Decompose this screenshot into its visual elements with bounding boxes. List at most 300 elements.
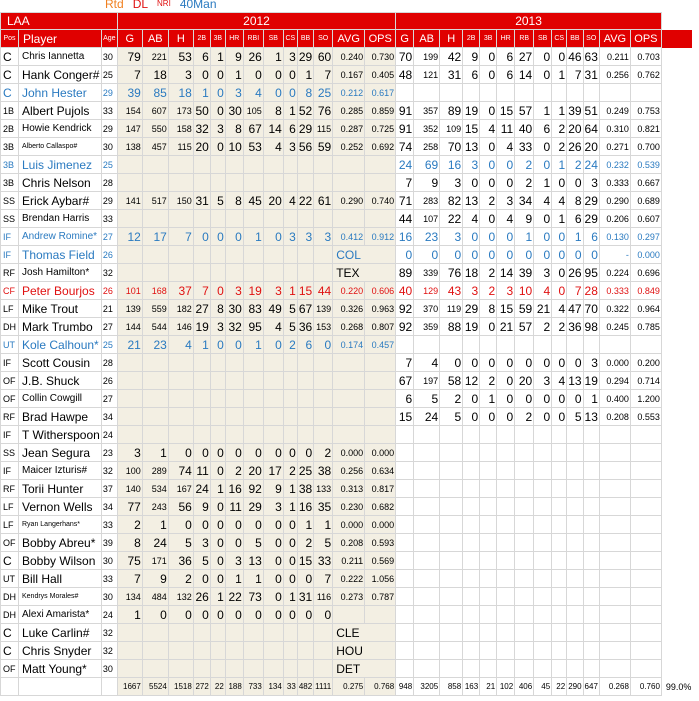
stat-2012-bb: 2 xyxy=(297,534,313,552)
stat-2012-cs: 0 xyxy=(283,516,297,534)
stat-2012-ab: 23 xyxy=(142,336,168,354)
total-2012-3b: 22 xyxy=(210,678,225,696)
stat-2013-2b: 0 xyxy=(463,354,480,372)
total-2012-avg: 0.275 xyxy=(333,678,365,696)
stat-2013-g: 16 xyxy=(396,228,414,246)
stat-2013-2b xyxy=(463,84,480,102)
stat-2013-rb xyxy=(515,480,534,498)
stat-2013-ops: 0.553 xyxy=(630,408,661,426)
stat-2012-avg: 0.268 xyxy=(333,318,365,336)
stat-2013-ops xyxy=(630,480,661,498)
stat-2013-rb xyxy=(515,426,534,444)
stat-2013-hr xyxy=(497,498,515,516)
stat-2013-ops xyxy=(630,534,661,552)
stat-2013-avg xyxy=(599,534,630,552)
player-age: 33 xyxy=(101,102,117,120)
stat-2012-g xyxy=(117,642,142,660)
player-row xyxy=(1,588,693,606)
stat-2012-sb: 0 xyxy=(263,228,283,246)
player-age: 26 xyxy=(101,372,117,390)
player-age: 28 xyxy=(101,174,117,192)
stat-2013-ops xyxy=(630,498,661,516)
stat-2013-hr xyxy=(497,552,515,570)
stat-2013-rb xyxy=(515,336,534,354)
stat-2012-hr: 11 xyxy=(225,498,243,516)
stat-2013-h: 3 xyxy=(440,228,463,246)
stat-2012-cs: 1 xyxy=(283,480,297,498)
stat-2012-2b: 32 xyxy=(193,120,210,138)
stat-2012-bb xyxy=(297,660,313,678)
stat-2013-ab: 107 xyxy=(414,210,440,228)
stat-2013-bb xyxy=(567,660,583,678)
player-row xyxy=(1,300,693,318)
total-2012-cs: 33 xyxy=(283,678,297,696)
stat-2012-bb xyxy=(297,354,313,372)
stat-2013-sb: 2 xyxy=(534,318,552,336)
stat-2012-cs xyxy=(283,642,297,660)
stat-2013-3b: 0 xyxy=(480,210,497,228)
stat-2013-so: 13 xyxy=(584,409,598,424)
player-row xyxy=(1,210,693,228)
stat-2012-sb: 0 xyxy=(263,534,283,552)
stat-2012-ops: 0.817 xyxy=(365,480,396,498)
stat-2012-rbi: 105 xyxy=(243,102,263,120)
row-spacer xyxy=(661,174,692,192)
player-name: Kendrys Morales# xyxy=(19,588,102,606)
stat-2012-2b: 9 xyxy=(193,498,210,516)
stat-2013-sb xyxy=(534,426,552,444)
stat-2012-rbi: 67 xyxy=(243,120,263,138)
player-name: Chris Nelson xyxy=(19,174,102,192)
stat-2013-g: 92 xyxy=(396,318,414,336)
stat-2012-avg xyxy=(333,606,365,624)
stat-2013-g: 0 xyxy=(396,246,414,264)
stat-2013-2b: 4 xyxy=(463,210,480,228)
stat-2012-hr: 2 xyxy=(225,462,243,480)
row-spacer xyxy=(661,138,692,156)
stat-2012-2b xyxy=(193,210,210,228)
stat-2013-2b: 19 xyxy=(463,318,480,336)
player-name: Maicer Izturis# xyxy=(19,462,102,480)
stat-2012-3b xyxy=(210,156,225,174)
stat-2013-hr xyxy=(497,480,515,498)
stat-2012-cs: 3 xyxy=(283,228,297,246)
stat-2012-ops: 0.000 xyxy=(365,516,396,534)
stat-2012-hr xyxy=(225,174,243,192)
stat-2012-cs xyxy=(283,390,297,408)
stat-2013-rb: 2 xyxy=(515,408,534,426)
player-name: Ryan Langerhans* xyxy=(19,516,102,534)
stat-2013-sb xyxy=(534,84,552,102)
stat-2013-2b: 29 xyxy=(463,300,480,318)
row-spacer xyxy=(661,426,692,444)
stat-2013-rb xyxy=(515,606,534,624)
stat-2013-rb xyxy=(515,552,534,570)
stat-2012-sb xyxy=(263,156,283,174)
stat-2012-h: 167 xyxy=(168,480,193,498)
player-row xyxy=(1,660,693,678)
col-header-2012-rbi: RBI xyxy=(243,30,263,48)
stat-2012-bb: 0 xyxy=(297,570,313,588)
stat-2012-g xyxy=(117,426,142,444)
stat-2013-rb: 57 xyxy=(515,318,534,336)
stat-2013-ab: 197 xyxy=(414,372,440,390)
stat-2013-ops: 0.667 xyxy=(630,174,661,192)
player-age: 33 xyxy=(101,210,117,228)
stat-2013-h xyxy=(440,498,463,516)
stat-2013-bb: 13 xyxy=(568,373,582,388)
total-2013-so: 647 xyxy=(583,678,599,696)
stat-2013-sb: 0 xyxy=(534,246,552,264)
stat-2013-hr: 6 xyxy=(497,48,515,66)
stat-2012-sb: 20 xyxy=(263,192,283,210)
total-2012-ab: 5524 xyxy=(142,678,168,696)
stat-2012-3b: 1 xyxy=(210,48,225,66)
stat-2012-sb xyxy=(263,246,283,264)
stat-2012-cs xyxy=(283,426,297,444)
stat-2013-avg: - xyxy=(599,246,630,264)
stat-2013-sb xyxy=(534,552,552,570)
stat-2012-h xyxy=(168,426,193,444)
total-2013-bb: 290 xyxy=(567,678,583,696)
stat-2013-3b xyxy=(480,462,497,480)
stat-2013-3b: 0 xyxy=(480,354,497,372)
stat-2012-3b xyxy=(210,426,225,444)
stat-2013-g: 91 xyxy=(396,102,414,120)
stat-2013-h: 43 xyxy=(440,282,463,300)
stat-2013-cs xyxy=(552,606,567,624)
stat-2013-rb xyxy=(515,444,534,462)
stat-2012-sb xyxy=(263,408,283,426)
stat-2013-cs xyxy=(552,498,567,516)
stat-2012-bb xyxy=(297,210,313,228)
stat-2012-avg: 0.240 xyxy=(333,48,365,66)
stat-2012-sb: 4 xyxy=(263,318,283,336)
stat-2012-bb: 31 xyxy=(298,589,313,604)
stat-2012-bb: 1 xyxy=(297,66,313,84)
stat-2013-h xyxy=(440,552,463,570)
stat-2012-g: 140 xyxy=(117,480,142,498)
stat-2013-bb xyxy=(567,84,583,102)
stat-2013-cs: 0 xyxy=(552,408,567,426)
stat-2013-so: 29 xyxy=(584,211,598,226)
player-position: IF xyxy=(1,426,19,444)
stat-2012-h xyxy=(168,354,193,372)
stat-2013-sb xyxy=(534,642,552,660)
stat-2013-ops: 0.200 xyxy=(630,354,661,372)
stat-2013-so xyxy=(583,498,599,516)
player-name: Josh Hamilton* xyxy=(19,264,102,282)
stat-2013-ab: 23 xyxy=(414,228,440,246)
stat-2012-g: 79 xyxy=(117,48,142,66)
stat-2012-rbi xyxy=(243,408,263,426)
stat-2012-avg: 0.313 xyxy=(333,480,365,498)
stat-2012-rbi: 53 xyxy=(243,138,263,156)
stat-2013-bb: 7 xyxy=(567,66,583,84)
stat-2012-ab: 24 xyxy=(142,534,168,552)
stat-2013-3b: 0 xyxy=(480,102,497,120)
stat-2012-h: 3 xyxy=(168,66,193,84)
stat-2012-ops xyxy=(365,174,396,192)
stat-2012-so: 76 xyxy=(314,102,333,120)
row-spacer xyxy=(661,102,692,120)
stat-2012-3b: 0 xyxy=(210,282,225,300)
stat-2013-so: 70 xyxy=(584,301,598,316)
stat-2013-ops: 0.785 xyxy=(630,318,661,336)
stat-2012-g xyxy=(117,624,142,642)
stat-2013-ab: 9 xyxy=(414,174,440,192)
stat-2013-bb: 0 xyxy=(567,246,583,264)
stat-2013-g: 70 xyxy=(396,48,414,66)
player-row xyxy=(1,642,693,660)
stat-2013-cs xyxy=(552,660,567,678)
stat-2013-so xyxy=(583,588,599,606)
player-row xyxy=(1,390,693,408)
row-spacer xyxy=(661,156,692,174)
stat-2013-hr: 15 xyxy=(497,300,515,318)
stat-2012-bb: 52 xyxy=(298,103,313,118)
player-row xyxy=(1,174,693,192)
player-name: Jean Segura xyxy=(19,444,102,462)
player-row xyxy=(1,246,693,264)
player-name: Chris Iannetta xyxy=(19,48,102,66)
stat-2013-ops xyxy=(630,660,661,678)
status-legend xyxy=(105,0,217,11)
stat-2013-bb xyxy=(567,480,583,498)
stat-2013-sb xyxy=(534,588,552,606)
stat-2012-cs: 0 xyxy=(283,552,297,570)
stat-2013-ab: 4 xyxy=(414,354,440,372)
stat-2012-cs xyxy=(283,156,297,174)
stat-2013-2b xyxy=(463,642,480,660)
player-age: 34 xyxy=(101,498,117,516)
team-note: DET xyxy=(333,660,396,678)
col-header-age: Age xyxy=(101,30,117,48)
player-position: OF xyxy=(1,372,19,390)
player-row xyxy=(1,534,693,552)
stat-2013-cs xyxy=(552,426,567,444)
stat-2013-sb xyxy=(534,534,552,552)
stat-2013-3b: 4 xyxy=(480,120,497,138)
stat-2013-2b: 0 xyxy=(463,390,480,408)
col-header-2012-avg: AVG xyxy=(333,30,365,48)
stat-2013-avg: 0.211 xyxy=(599,48,630,66)
stat-2013-hr xyxy=(497,336,515,354)
stat-2013-g: 89 xyxy=(396,264,414,282)
stat-2012-h: 0 xyxy=(168,516,193,534)
stat-2012-so: 25 xyxy=(314,84,333,102)
stat-2013-ops xyxy=(630,84,661,102)
stat-2012-avg: 0.285 xyxy=(333,102,365,120)
stat-2013-ab xyxy=(414,444,440,462)
stat-2012-g: 3 xyxy=(117,444,142,462)
player-age: 30 xyxy=(101,660,117,678)
stat-2013-hr: 11 xyxy=(497,120,515,138)
player-age: 29 xyxy=(101,192,117,210)
player-name: Albert Pujols xyxy=(19,102,102,120)
stat-2012-avg: 0.273 xyxy=(333,588,365,606)
stat-2012-so xyxy=(314,390,333,408)
stat-2013-3b xyxy=(480,660,497,678)
stat-2012-h: 146 xyxy=(168,318,193,336)
player-row xyxy=(1,462,693,480)
stat-2013-so: 1 xyxy=(583,390,599,408)
stat-2012-rbi: 26 xyxy=(243,48,263,66)
player-age: 26 xyxy=(101,246,117,264)
stat-2013-2b: 0 xyxy=(463,246,480,264)
stat-2013-so: 24 xyxy=(584,157,598,172)
player-row xyxy=(1,138,693,156)
team-name: LAA xyxy=(1,13,118,30)
stat-2013-avg xyxy=(599,480,630,498)
stat-2012-so xyxy=(314,660,333,678)
stat-2013-so xyxy=(583,336,599,354)
stat-2013-cs: 0 xyxy=(552,174,567,192)
stat-2012-so: 2 xyxy=(314,444,333,462)
stat-2013-cs: 0 xyxy=(552,264,567,282)
stat-2012-avg xyxy=(333,390,365,408)
player-position: LF xyxy=(1,498,19,516)
stat-2013-sb: 0 xyxy=(534,48,552,66)
stat-2013-hr: 3 xyxy=(497,192,515,210)
player-age: 32 xyxy=(101,642,117,660)
stat-2012-so xyxy=(314,372,333,390)
stat-2013-ops xyxy=(630,570,661,588)
stat-2013-g: 7 xyxy=(396,354,414,372)
stat-2012-g xyxy=(117,408,142,426)
stat-2013-sb xyxy=(534,462,552,480)
stat-2013-ab: 129 xyxy=(414,282,440,300)
player-row xyxy=(1,318,693,336)
stat-2012-cs: 0 xyxy=(283,84,297,102)
stat-2012-sb xyxy=(263,660,283,678)
stat-2012-2b xyxy=(193,408,210,426)
total-2012-g: 1667 xyxy=(117,678,142,696)
stat-2012-hr: 10 xyxy=(225,138,243,156)
stat-2013-2b xyxy=(463,498,480,516)
player-age: 24 xyxy=(101,426,117,444)
stat-2012-sb xyxy=(263,624,283,642)
team-note: CLE xyxy=(333,624,396,642)
col-header-2012-hr: HR xyxy=(225,30,243,48)
stat-2012-ab: 289 xyxy=(142,462,168,480)
stat-2012-g: 21 xyxy=(117,336,142,354)
stat-2013-avg: 0.206 xyxy=(599,210,630,228)
player-position: 3B xyxy=(1,138,19,156)
stat-2012-3b: 0 xyxy=(210,336,225,354)
stat-2012-ab xyxy=(142,264,168,282)
col-header-pos: Pos xyxy=(1,30,19,48)
stat-2012-bb xyxy=(297,372,313,390)
row-spacer xyxy=(661,588,692,606)
stat-2013-avg xyxy=(599,444,630,462)
stat-2012-hr xyxy=(225,354,243,372)
stat-2012-avg xyxy=(333,372,365,390)
total-2012-bb: 482 xyxy=(297,678,313,696)
stat-2013-2b xyxy=(463,534,480,552)
stat-2013-cs: 0 xyxy=(552,282,567,300)
stat-2013-3b: 2 xyxy=(480,372,497,390)
player-row xyxy=(1,102,693,120)
stat-2013-3b: 0 xyxy=(480,318,497,336)
stat-2012-3b: 0 xyxy=(210,570,225,588)
col-header-2013-sb: SB xyxy=(534,30,552,48)
total-2013-ab: 3205 xyxy=(414,678,440,696)
stat-2013-ab xyxy=(414,534,440,552)
stat-2013-g xyxy=(396,336,414,354)
stat-2012-ops xyxy=(365,210,396,228)
stat-2013-g xyxy=(396,642,414,660)
stat-2012-hr xyxy=(225,642,243,660)
stat-2012-ops: 0.606 xyxy=(365,282,396,300)
stat-2012-rbi xyxy=(243,624,263,642)
stat-2012-avg: 0.174 xyxy=(333,336,365,354)
player-position: UT xyxy=(1,336,19,354)
stat-2013-hr xyxy=(497,462,515,480)
total-2013-h: 858 xyxy=(440,678,463,696)
player-row xyxy=(1,372,693,390)
stat-2013-so xyxy=(583,660,599,678)
stat-2013-so xyxy=(583,516,599,534)
player-position: 1B xyxy=(1,102,19,120)
stat-2013-hr xyxy=(497,642,515,660)
stat-2012-hr: 32 xyxy=(225,318,243,336)
stat-2012-ab: 550 xyxy=(142,120,168,138)
stat-2012-ops: 0.405 xyxy=(365,66,396,84)
stat-2013-hr: 0 xyxy=(497,228,515,246)
stat-2012-h: 5 xyxy=(168,534,193,552)
stat-2013-bb xyxy=(567,552,583,570)
col-header-2013-cs: CS xyxy=(552,30,567,48)
stat-2013-h xyxy=(440,336,463,354)
row-spacer xyxy=(661,552,692,570)
totals-row xyxy=(1,678,693,696)
stat-2013-avg xyxy=(599,642,630,660)
player-age: 29 xyxy=(101,84,117,102)
stat-2012-3b: 1 xyxy=(210,588,225,606)
player-position: UT xyxy=(1,570,19,588)
player-position: LF xyxy=(1,300,19,318)
player-row xyxy=(1,354,693,372)
stat-2013-sb: 3 xyxy=(534,264,552,282)
stat-2012-2b: 20 xyxy=(193,138,210,156)
player-position: DH xyxy=(1,318,19,336)
stat-2013-ab xyxy=(414,570,440,588)
stat-2013-avg: 0.245 xyxy=(599,318,630,336)
totals-label xyxy=(19,678,102,696)
stat-2013-h: 0 xyxy=(440,354,463,372)
stat-2013-ab xyxy=(414,516,440,534)
stat-2012-cs: 5 xyxy=(283,318,297,336)
stat-2012-sb: 0 xyxy=(263,588,283,606)
col-header-2012-ab: AB xyxy=(142,30,168,48)
stat-2012-ab xyxy=(142,642,168,660)
stat-2012-ab xyxy=(142,408,168,426)
stat-2013-cs: 2 xyxy=(552,318,567,336)
stat-2012-sb: 0 xyxy=(263,336,283,354)
stat-2013-g: 7 xyxy=(396,174,414,192)
stat-2012-hr: 22 xyxy=(225,588,243,606)
stat-2012-sb: 14 xyxy=(263,120,283,138)
stat-2013-3b: 2 xyxy=(480,192,497,210)
stat-2013-g xyxy=(396,606,414,624)
stat-2012-cs: 3 xyxy=(283,48,297,66)
stat-2013-rb: 39 xyxy=(515,264,534,282)
stat-2012-rbi: 0 xyxy=(243,444,263,462)
stat-2012-bb xyxy=(297,156,313,174)
stat-2012-3b xyxy=(210,246,225,264)
stat-2012-ab xyxy=(142,246,168,264)
